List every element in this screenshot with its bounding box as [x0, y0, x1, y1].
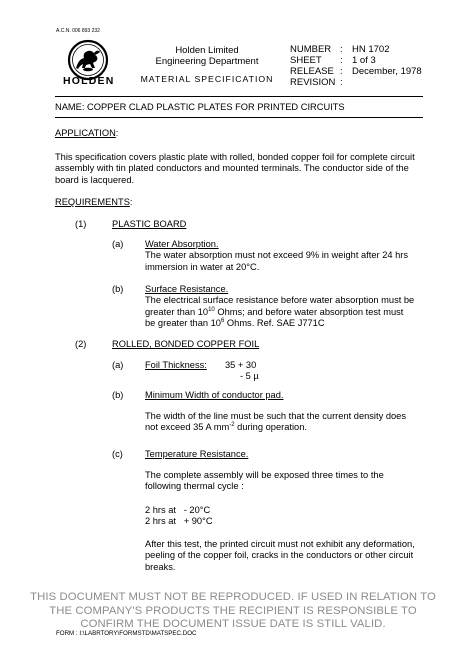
meta-number: NUMBER : HN 1702: [290, 44, 390, 55]
item-2c-label: (c): [112, 449, 123, 459]
department-name: Engineering Department: [155, 56, 259, 67]
application-text: This specification covers plastic plate with rolled, bonded copper foil for complete circuit assembly with tin plated conductors and mounted terminals. The conductor side of the board is lacquered.: [55, 152, 415, 185]
foil-thickness-tolerance: - 5 µ: [240, 371, 259, 381]
item-2a-foil-thickness: Foil Thickness:: [145, 360, 207, 370]
company-name: Holden Limited: [175, 45, 239, 56]
item-2b-label: (b): [112, 390, 124, 400]
meta-sheet: SHEET : 1 of 3: [290, 55, 376, 66]
item-1a-label: (a): [112, 239, 124, 249]
document-meta: [290, 44, 430, 88]
header-divider: [55, 96, 423, 97]
item-1b-surface-resistance: Surface Resistance. The electrical surface resistance before water absorption must be greater than $10^{10}$ Ohms; and before water absorption test must be greater than $10^6$ Ohms. Ref. SAE J771C: [145, 284, 415, 328]
document-name: NAME: COPPER CLAD PLASTIC PLATES FOR PRINTED CIRCUITS: [55, 102, 345, 112]
thermal-cycle: 2 hrs at - 20°C 2 hrs at + 90°C: [145, 505, 213, 527]
name-divider: [55, 117, 423, 118]
application-heading: APPLICATION:: [55, 128, 119, 138]
section-2-title: ROLLED, BONDED COPPER FOIL: [112, 339, 260, 349]
holden-lion-logo: [60, 38, 116, 86]
acn-number: A.C.N. 006 893 232: [56, 28, 100, 34]
holden-logo-text: HOLDEN: [63, 75, 115, 87]
item-1b-label: (b): [112, 284, 124, 294]
document-type: MATERIAL SPECIFICATION: [140, 74, 274, 84]
item-2b-minimum-width: Minimum Width of conductor pad.: [145, 390, 284, 400]
requirements-heading: REQUIREMENTS:: [55, 197, 133, 207]
form-path: FORM : I:\LABRTORY\FORMSTD\MATSPEC.DOC: [56, 630, 197, 637]
meta-release: RELEASE : December, 1978: [290, 66, 422, 77]
reproduction-warning: THIS DOCUMENT MUST NOT BE REPRODUCED. IF USED IN RELATION TO THE COMPANY'S PRODUCTS THE RECIPIENT IS RESPONSIBLE TO CONFIRM THE DOCUMENT ISSUE DATE IS STILL VALID.: [30, 591, 436, 630]
section-1-title: PLASTIC BOARD: [112, 219, 187, 229]
meta-revision: REVISION :: [290, 77, 343, 88]
section-1-number: (1): [75, 219, 87, 229]
item-2a-label: (a): [112, 360, 124, 370]
item-2c-temperature-resistance: Temperature Resistance.: [145, 449, 249, 459]
item-2b-text: The width of the line must be such that the current density does not exceed 35 A $mm^{-2}$ during operation.: [145, 411, 406, 433]
item-1a-water-absorption: Water Absorption. The water absorption must not exceed 9% in weight after 24 hrs immersion in water at 20°C.: [145, 239, 409, 272]
item-2c-intro: The complete assembly will be exposed three times to the following thermal cycle :: [145, 470, 384, 492]
item-2c-after-test: After this test, the printed circuit must not exhibit any deformation, peeling of the copper foil, cracks in the conductors or other circuit breaks.: [145, 539, 415, 572]
foil-thickness-value: 35 + 30: [225, 360, 257, 370]
section-2-number: (2): [75, 339, 87, 349]
